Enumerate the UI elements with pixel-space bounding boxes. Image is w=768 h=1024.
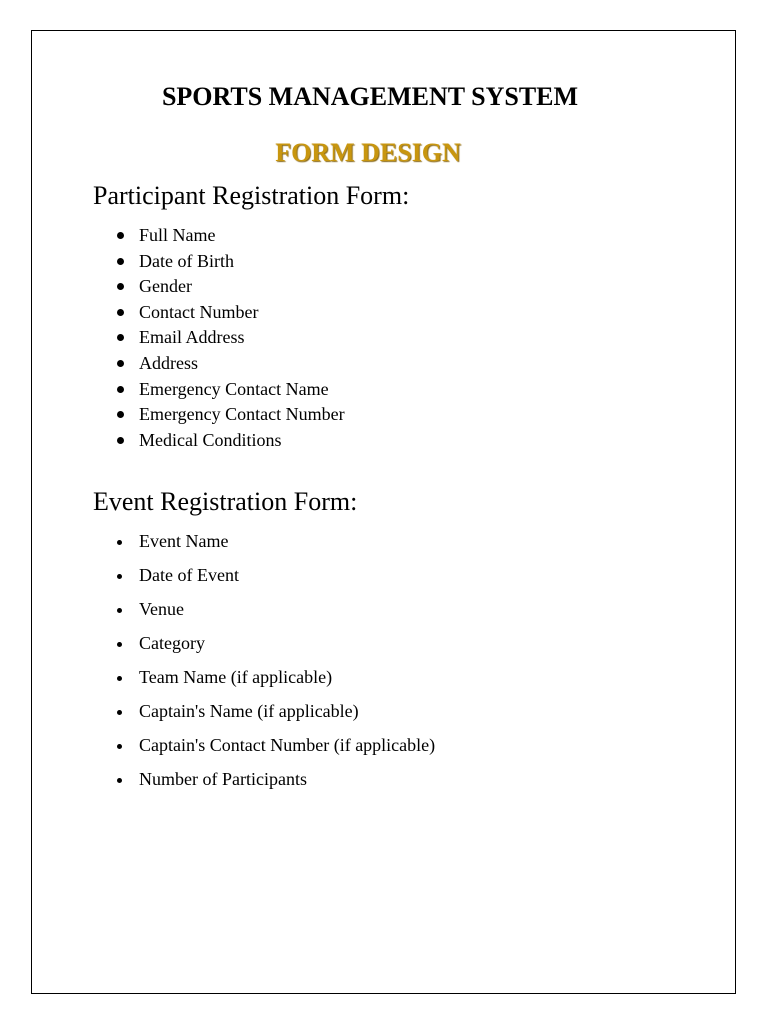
field-label: Captain's Contact Number (if applicable) [139, 735, 436, 755]
bullet-icon [117, 334, 124, 341]
list-item [93, 732, 435, 766]
list-item [93, 274, 345, 300]
bullet-icon [117, 283, 124, 290]
bullet-icon [117, 360, 124, 367]
list-item [93, 562, 435, 596]
bullet-icon [117, 676, 122, 681]
bullet-icon [117, 778, 122, 783]
list-item [93, 249, 345, 275]
field-label: Emergency Contact Name [139, 378, 329, 399]
list-item [93, 428, 345, 454]
participant-field-list [93, 223, 345, 453]
bullet-icon [117, 608, 122, 613]
field-label: Team Name (if applicable) [139, 667, 333, 687]
field-label: Number of Participants [139, 769, 307, 789]
list-item [93, 402, 345, 428]
field-label: Gender [139, 276, 192, 297]
list-item [93, 698, 435, 732]
field-label: Captain's Name (if applicable) [139, 701, 359, 721]
list-item [93, 300, 345, 326]
field-label: Contact Number [139, 301, 259, 322]
list-item [93, 596, 435, 630]
document-subtitle: FORM DESIGN [275, 138, 461, 167]
list-item [93, 223, 345, 249]
field-label: Date of Event [139, 565, 239, 585]
bullet-icon [117, 258, 124, 265]
bullet-icon [117, 386, 124, 393]
bullet-icon [117, 411, 124, 418]
list-item [93, 664, 435, 698]
bullet-icon [117, 232, 124, 239]
participant-form-heading: Participant Registration Form: [93, 181, 410, 210]
bullet-icon [117, 574, 122, 579]
list-item [93, 351, 345, 377]
field-label: Date of Birth [139, 250, 234, 271]
field-label: Medical Conditions [139, 429, 282, 450]
list-item [93, 766, 435, 800]
field-label: Event Name [139, 531, 229, 551]
list-item [93, 325, 345, 351]
field-label: Email Address [139, 327, 245, 348]
field-label: Full Name [139, 225, 216, 245]
event-field-list [93, 528, 435, 800]
bullet-icon [117, 744, 122, 749]
bullet-icon [117, 309, 124, 316]
event-form-heading: Event Registration Form: [93, 487, 358, 516]
list-item [93, 377, 345, 403]
bullet-icon [117, 642, 122, 647]
field-label: Venue [139, 599, 184, 619]
list-item [93, 528, 435, 562]
field-label: Address [139, 352, 198, 373]
field-label: Emergency Contact Number [139, 404, 345, 425]
bullet-icon [117, 710, 122, 715]
bullet-icon [117, 540, 122, 545]
bullet-icon [117, 437, 124, 444]
list-item [93, 630, 435, 664]
document-title: SPORTS MANAGEMENT SYSTEM [161, 82, 579, 111]
field-label: Category [139, 633, 205, 653]
